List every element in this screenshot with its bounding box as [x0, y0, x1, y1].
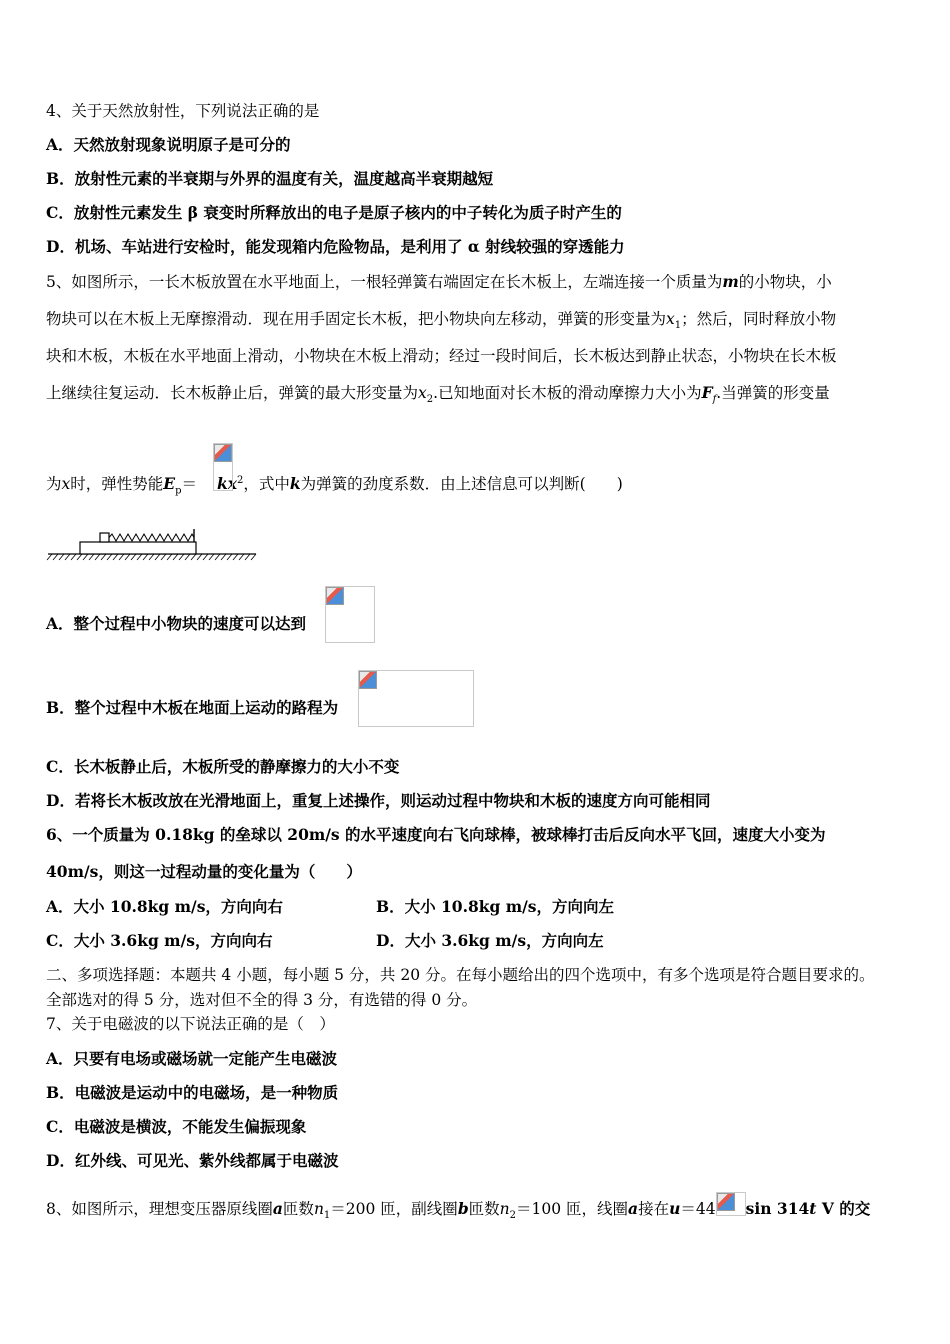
- fraction-image-placeholder: [213, 443, 233, 491]
- broken-image-icon: [717, 1193, 735, 1211]
- q4-option-d: D．机场、车站进行安检时，能发现箱内危险物品，是利用了 α 射线较强的穿透能力: [46, 237, 625, 256]
- q5-option-d: D．若将长木板改放在光滑地面上，重复上述操作，则运动过程中物块和木板的速度方向可能相同: [46, 791, 711, 810]
- q5-option-b: B．整个过程中木板在地面上运动的路程为: [46, 698, 339, 717]
- q8-stem: 8、如图所示，理想变压器原线圈a匝数$n_1=200$ 匝，副线圈b匝数$n_2=100$ 匝，线圈a接在u＝44 sin 314t V 的交: [46, 1198, 870, 1226]
- q7-option-b: B．电磁波是运动中的电磁场，是一种物质: [46, 1083, 339, 1102]
- section-2-heading: 二、多项选择题：本题共 4 小题，每小题 5 分，共 20 分。在每小题给出的四个选项中，有多个选项是符合题目要求的。: [46, 966, 875, 984]
- sqrt-image-placeholder: [716, 1192, 746, 1216]
- image-placeholder: [358, 670, 474, 727]
- q6-line-2: 40m/s，则这一过程动量的变化量为（ ）: [46, 862, 362, 881]
- q6-option-c: C．大小 3.6kg m/s，方向向右: [46, 931, 273, 950]
- q5-option-c: C．长木板静止后，木板所受的静摩擦力的大小不变: [46, 757, 400, 776]
- q4-option-c: C．放射性元素发生 β 衰变时所释放出的电子是原子核内的中子转化为质子时产生的: [46, 203, 622, 222]
- q7-option-c: C．电磁波是横波，不能发生偏振现象: [46, 1117, 307, 1136]
- broken-image-icon: [214, 444, 232, 462]
- broken-image-icon: [326, 587, 344, 605]
- q7-stem: 7、关于电磁波的以下说法正确的是（ ）: [46, 1015, 335, 1033]
- q5-line-2: 物块可以在木板上无摩擦滑动．现在用手固定长木板，把小物块向左移动，弹簧的形变量为$x_1$；然后，同时释放小物: [46, 310, 837, 332]
- q4-option-b: B．放射性元素的半衰期与外界的温度有关，温度越高半衰期越短: [46, 169, 494, 188]
- q7-option-a: A．只要有电场或磁场就一定能产生电磁波: [46, 1049, 338, 1068]
- q7-option-d: D．红外线、可见光、紫外线都属于电磁波: [46, 1151, 339, 1170]
- broken-image-icon: [359, 671, 377, 689]
- q5-line-3: 块和木板，木板在水平地面上滑动，小物块在木板上滑动；经过一段时间后，长木板达到静止状态，小物块在长木板: [46, 347, 837, 365]
- image-placeholder: [325, 586, 375, 643]
- q4-option-a: A．天然放射现象说明原子是可分的: [46, 135, 291, 154]
- q5-line-5: 为x时，弹性势能$E_p= kx^2$，式中k为弹簧的劲度系数．由上述信息可以判断( ): [46, 474, 623, 497]
- q6-line-1: 6、一个质量为 0.18kg 的垒球以 20m/s 的水平速度向右飞向球棒，被球棒打击后反向水平飞回，速度大小变为: [46, 825, 826, 844]
- q5-line-1: 5、如图所示，一长木板放置在水平地面上，一根轻弹簧右端固定在长木板上，左端连接一个质量为m的小物块，小: [46, 272, 832, 291]
- q6-option-a: A．大小 10.8kg m/s，方向向右: [46, 897, 283, 916]
- q4-stem: 4、关于天然放射性，下列说法正确的是: [46, 102, 320, 120]
- q6-option-d: D．大小 3.6kg m/s，方向向左: [376, 931, 604, 950]
- q5-line-4: 上继续往复运动．长木板静止后，弹簧的最大形变量为$x_2$.已知地面对长木板的滑动摩擦力大小为$F_f$.当弹簧的形变量: [46, 383, 830, 406]
- spring-board-diagram: [46, 528, 258, 562]
- q5-option-a: A．整个过程中小物块的速度可以达到: [46, 614, 307, 633]
- section-2-note: 全部选对的得 5 分，选对但不全的得 3 分，有选错的得 0 分。: [46, 991, 478, 1009]
- q6-option-b: B．大小 10.8kg m/s，方向向左: [376, 897, 615, 916]
